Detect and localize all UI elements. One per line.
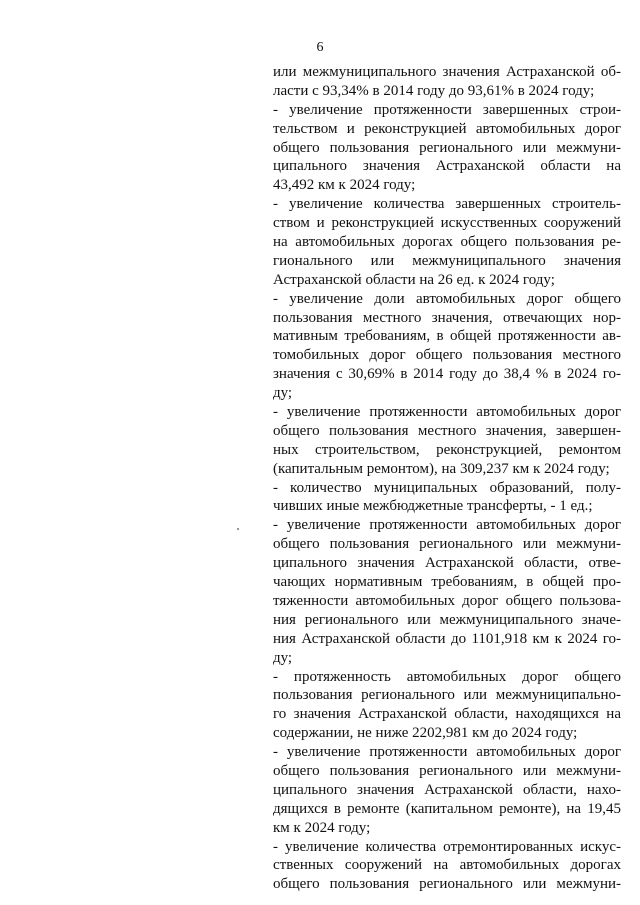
text-line: - увеличение протяженности автомобильных дорог bbox=[273, 404, 621, 421]
text-line: общего пользования регионального или межмуни- bbox=[273, 762, 621, 779]
text-line: км к 2024 году; bbox=[273, 819, 371, 836]
text-line: 43,492 км к 2024 году; bbox=[273, 177, 416, 194]
text-line: ством и реконструкцией искусственных сооружений bbox=[273, 215, 621, 232]
text-line: ния Астраханской области до 1101,918 км к 2024 го- bbox=[273, 630, 621, 647]
text-line: томобильных дорог общего пользования местного bbox=[273, 347, 621, 364]
paragraph bbox=[273, 743, 621, 837]
text-line: чающих нормативным требованиям, в общей про- bbox=[273, 574, 621, 591]
text-line: общего пользования регионального или межмуни- bbox=[273, 876, 621, 893]
text-line: ду; bbox=[273, 385, 293, 402]
text-line: - протяженность автомобильных дорог общего bbox=[273, 668, 621, 685]
text-line: гионального или межмуниципального значения bbox=[273, 252, 621, 269]
text-line: на автомобильных дорогах общего пользования ре- bbox=[273, 234, 621, 251]
text-line: ду; bbox=[273, 649, 293, 666]
text-line: чивших иные межбюджетные трансферты, - 1 ед.; bbox=[273, 498, 593, 515]
text-line: - увеличение количества завершенных строитель- bbox=[273, 196, 621, 213]
text-line: общего пользования местного значения, завершен- bbox=[273, 422, 621, 439]
text-line: ципального значения Астраханской области, отве- bbox=[273, 555, 621, 572]
text-line: содержании, не ниже 2202,981 км до 2024 году; bbox=[273, 725, 578, 742]
text-line: - увеличение протяженности автомобильных дорог bbox=[273, 744, 621, 761]
text-line: ципального значения Астраханской области, нахо- bbox=[273, 781, 621, 798]
text-line: ципального значения Астраханской области на bbox=[273, 158, 621, 175]
text-line: общего пользования регионального или межмуни- bbox=[273, 139, 621, 156]
text-line: - увеличение протяженности завершенных строи- bbox=[273, 101, 621, 118]
paragraph bbox=[273, 838, 621, 895]
text-line: - увеличение доли автомобильных дорог общего bbox=[273, 290, 621, 307]
text-line: - увеличение протяженности автомобильных дорог bbox=[273, 517, 621, 534]
text-line: (капитальным ремонтом), на 309,237 км к 2024 году; bbox=[273, 460, 610, 477]
text-line: или межмуниципального значения Астраханской об- bbox=[273, 64, 621, 80]
scan-speck bbox=[237, 528, 239, 530]
paragraph bbox=[273, 516, 621, 667]
paragraph bbox=[273, 668, 621, 744]
paragraph bbox=[273, 63, 621, 101]
text-line: ственных сооружений на автомобильных дорогах bbox=[273, 857, 621, 874]
text-line: ных строительством, реконструкцией, ремонтом bbox=[273, 441, 621, 458]
text-line: Астраханской области на 26 ед. к 2024 году; bbox=[273, 271, 555, 288]
text-line: ния регионального или межмуниципального значе- bbox=[273, 611, 621, 628]
text-line: дящихся в ремонте (капитальном ремонте), на 19,45 bbox=[273, 800, 621, 817]
text-line: пользования местного значения, отвечающих нор- bbox=[273, 309, 621, 326]
text-line: общего пользования регионального или межмуни- bbox=[273, 536, 621, 553]
text-line: тельством и реконструкцией автомобильных дорог bbox=[273, 120, 621, 137]
paragraph bbox=[273, 101, 621, 195]
page-number: 6 bbox=[316, 40, 324, 55]
paragraph bbox=[273, 479, 621, 517]
text-line: пользования регионального или межмуниципально- bbox=[273, 687, 621, 704]
text-line: го значения Астраханской области, находящихся на bbox=[273, 706, 621, 723]
text-line: ласти с 93,34% в 2014 году до 93,61% в 2024 году; bbox=[273, 82, 595, 99]
paragraph bbox=[273, 195, 621, 289]
text-line: тяженности автомобильных дорог общего пользова- bbox=[273, 592, 621, 609]
paragraph bbox=[273, 290, 621, 403]
text-line: значения с 30,69% в 2014 году до 38,4 % в 2024 го- bbox=[273, 366, 621, 383]
text-line: - количество муниципальных образований, полу- bbox=[273, 479, 621, 496]
document-body bbox=[273, 63, 621, 894]
text-line: мативным требованиям, в общей протяженности ав- bbox=[273, 328, 621, 345]
paragraph bbox=[273, 403, 621, 479]
text-line: - увеличение количества отремонтированных искус- bbox=[273, 838, 621, 855]
